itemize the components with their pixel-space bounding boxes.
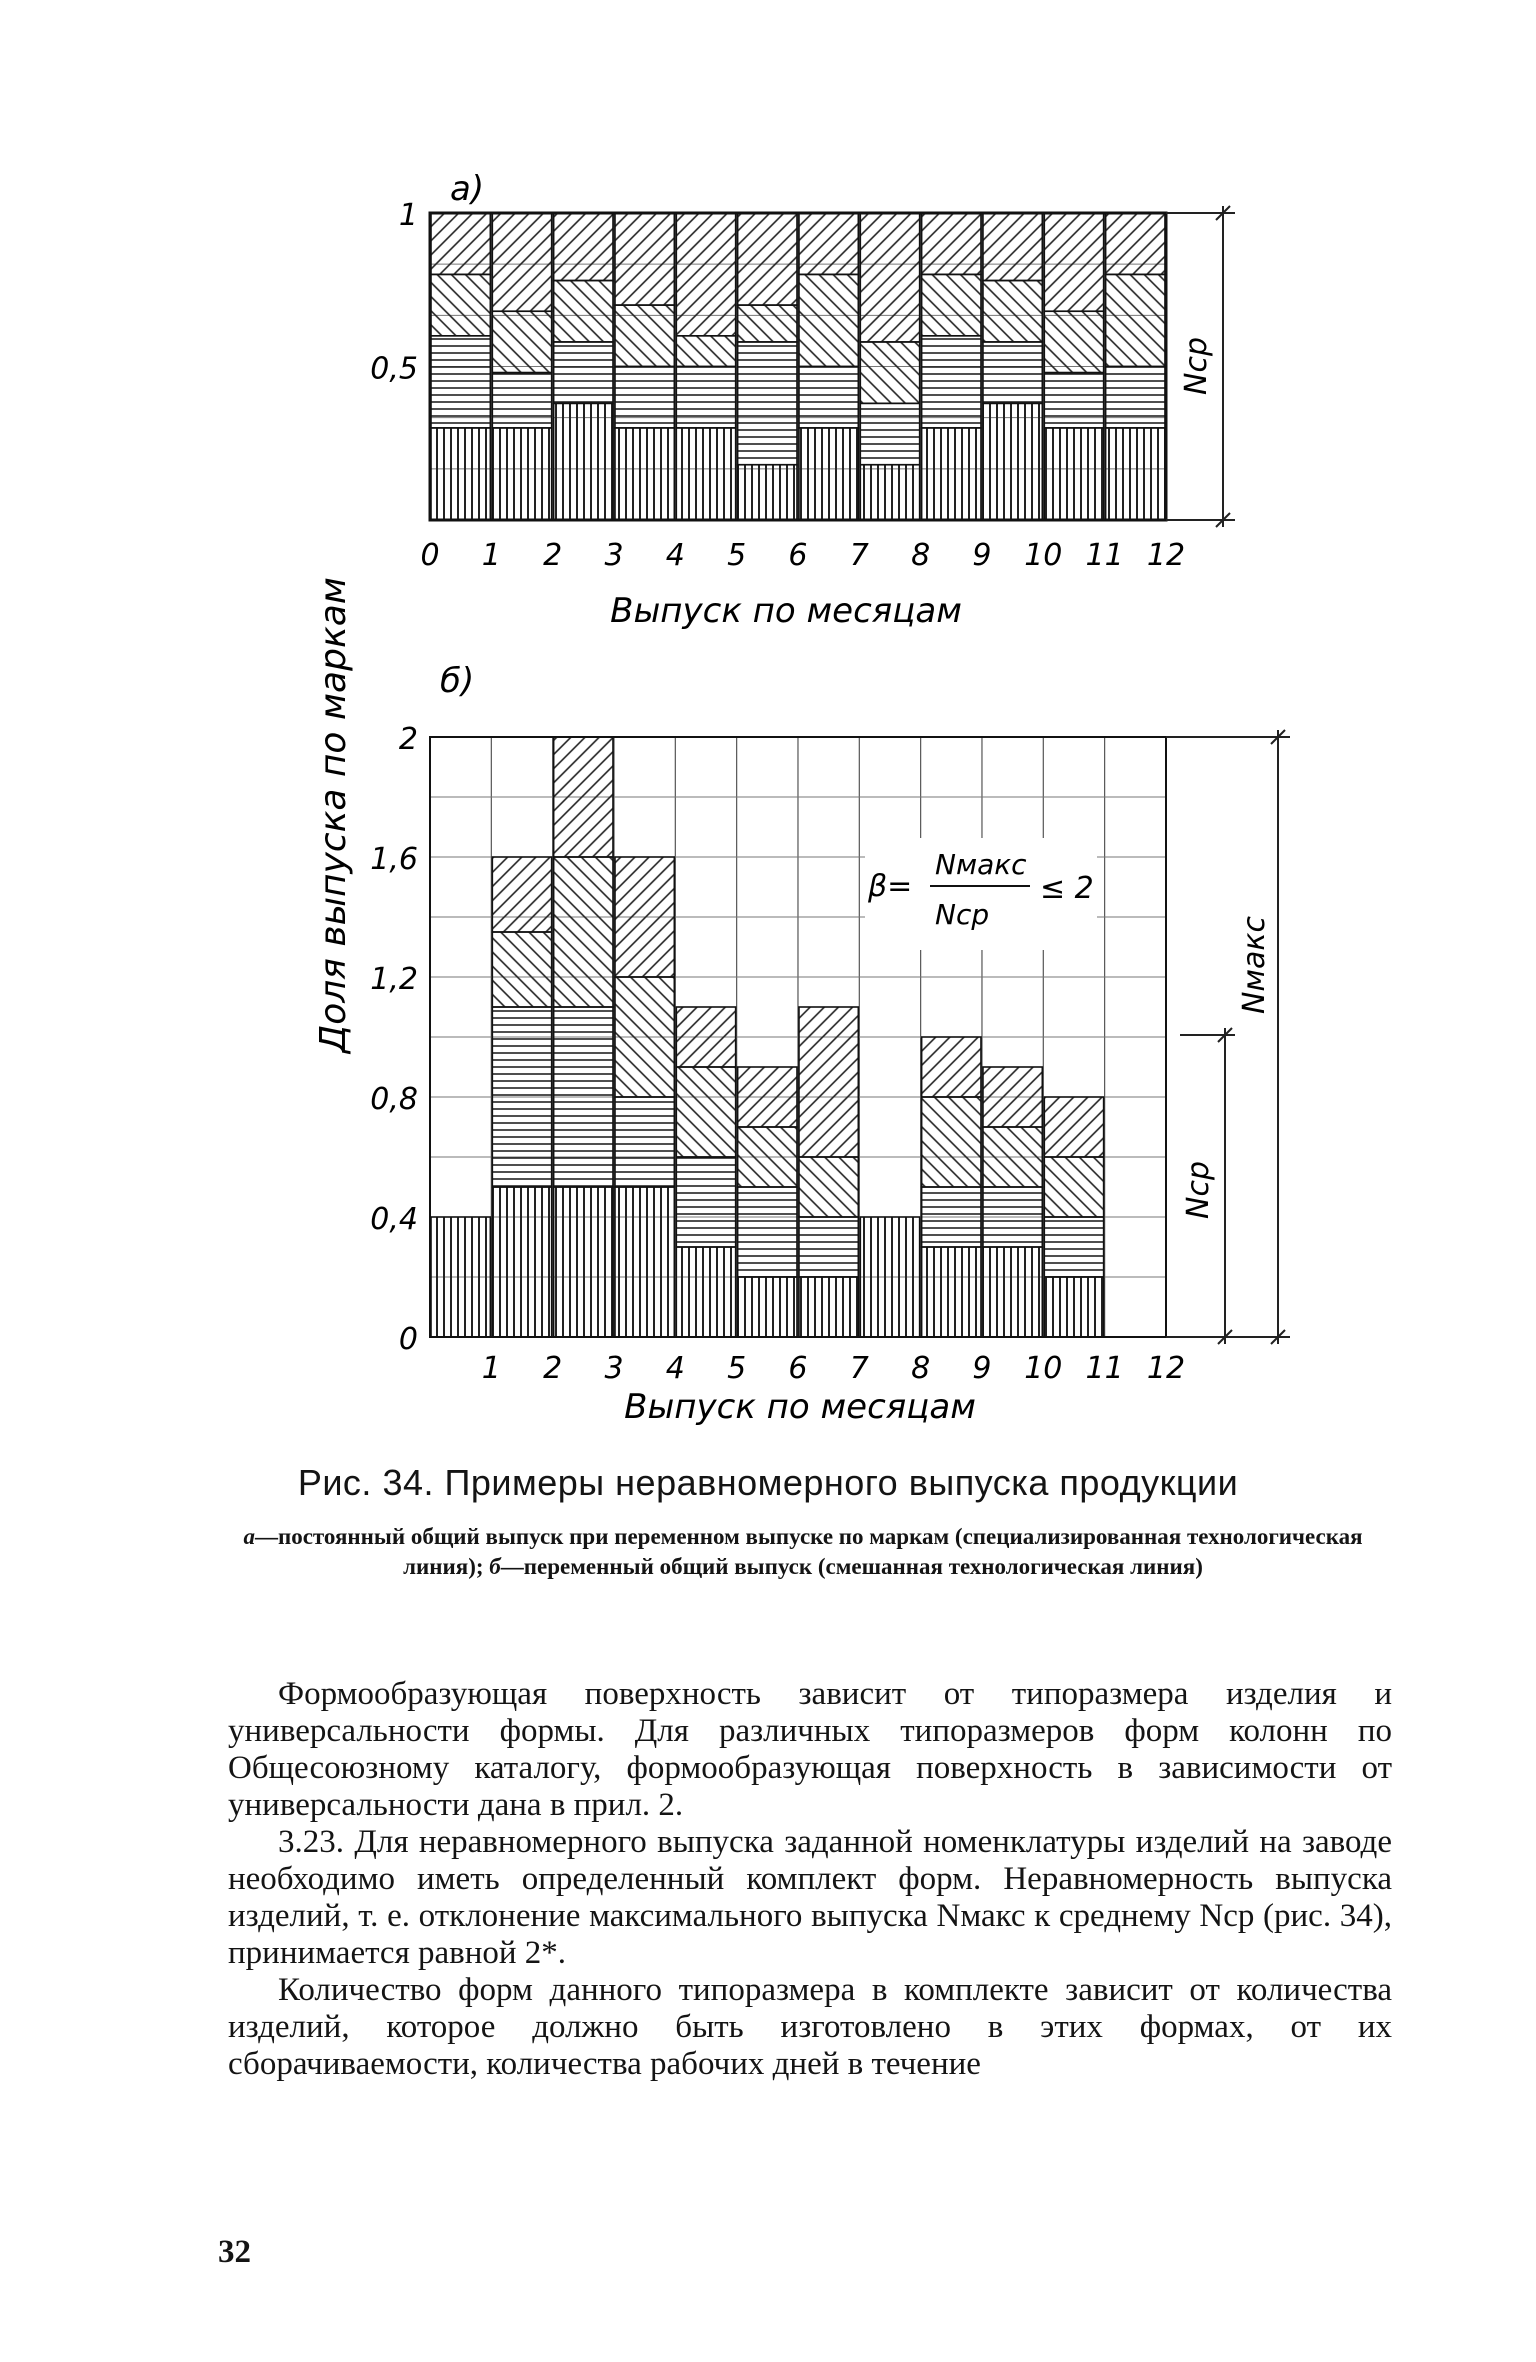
- bar-segment-b-month-10-series-4: [983, 1067, 1042, 1127]
- x-tick-label: 11: [1085, 1351, 1124, 1386]
- bar-segment-b-month-10-series-1: [983, 1247, 1042, 1337]
- bar-segment-b-month-2-series-3: [492, 932, 551, 1007]
- x-tick-label: 7: [849, 1351, 869, 1386]
- y-axis-label: Доля выпуска по маркам: [313, 577, 354, 1053]
- bar-segment-b-month-11-series-4: [1044, 1097, 1103, 1157]
- bar-segment-b-month-9-series-4: [922, 1037, 981, 1097]
- bar-segment-a-month-9-series-1: [922, 428, 981, 520]
- paragraph-3: Количество форм данного типоразмера в комплекте зависит от количества изделий, которое должно быть изготовлено в этих формах, от их сборачиваемости, количества рабочих дней в течение: [228, 1972, 1392, 2082]
- y-tick-label: 1,2: [370, 962, 418, 997]
- bar-segment-b-month-9-series-2: [922, 1187, 981, 1247]
- bar-segment-a-month-1-series-1: [431, 428, 490, 520]
- bar-segment-a-month-6-series-1: [738, 465, 797, 520]
- x-tick-label: 6: [788, 1351, 808, 1386]
- x-tick-label: 12: [1146, 1351, 1186, 1386]
- bar-segment-b-month-8-series-1: [860, 1217, 919, 1337]
- bar-segment-b-month-3-series-4: [554, 737, 613, 857]
- bar-segment-a-month-7-series-4: [799, 213, 858, 274]
- bar-segment-a-month-11-series-2: [1044, 373, 1103, 428]
- bar-segment-b-month-7-series-1: [799, 1277, 858, 1337]
- bar-segment-a-month-4-series-3: [615, 305, 674, 366]
- bar-segment-a-month-6-series-2: [738, 342, 797, 465]
- bar-segment-b-month-2-series-4: [492, 857, 551, 932]
- caption-label-b: б: [489, 1554, 501, 1579]
- svg-text:≤ 2: ≤ 2: [1040, 871, 1094, 906]
- x-tick-label: 5: [727, 538, 747, 573]
- x-tick-label: 5: [727, 1351, 747, 1386]
- bar-segment-b-month-11-series-1: [1044, 1277, 1103, 1337]
- chart-a: [370, 169, 1235, 631]
- chart-b-panel-label: б): [440, 661, 475, 701]
- bar-segment-b-month-1-series-1: [431, 1217, 490, 1337]
- caption-desc-b: —переменный общий выпуск (смешанная технологическая линия): [500, 1554, 1203, 1579]
- x-tick-label: 0: [420, 538, 440, 573]
- bar-segment-a-month-11-series-3: [1044, 311, 1103, 372]
- bar-segment-a-month-3-series-1: [554, 403, 613, 520]
- bar-segment-b-month-3-series-3: [554, 857, 613, 1007]
- bar-segment-a-month-5-series-4: [676, 213, 735, 336]
- bar-segment-a-month-10-series-3: [983, 281, 1042, 342]
- caption-desc-a: —постоянный общий выпуск при переменном выпуске по маркам (специализированная технологическая линия);: [254, 1524, 1363, 1579]
- bar-segment-a-month-7-series-1: [799, 428, 858, 520]
- bar-segment-a-month-5-series-3: [676, 336, 735, 367]
- y-tick-label: 0: [398, 1322, 418, 1357]
- bar-segment-b-month-4-series-1: [615, 1187, 674, 1337]
- chart-a-panel-label: a): [450, 169, 485, 209]
- bar-segment-a-month-7-series-2: [799, 367, 858, 428]
- bar-segment-a-month-9-series-4: [922, 213, 981, 274]
- bar-segment-a-month-8-series-1: [860, 465, 919, 520]
- x-tick-label: 9: [972, 538, 992, 573]
- bar-segment-b-month-3-series-1: [554, 1187, 613, 1337]
- bar-segment-a-month-3-series-4: [554, 213, 613, 281]
- chart-a-xlabel: Выпуск по месяцам: [610, 591, 962, 631]
- y-tick-label: 1: [398, 198, 418, 233]
- bar-segment-b-month-5-series-4: [676, 1007, 735, 1067]
- bar-segment-b-month-11-series-3: [1044, 1157, 1103, 1217]
- bar-segment-b-month-2-series-1: [492, 1187, 551, 1337]
- bar-segment-a-month-12-series-2: [1106, 367, 1165, 428]
- body-text: [228, 1676, 1392, 2083]
- y-tick-label: 1,6: [370, 842, 418, 877]
- bar-segment-a-month-9-series-2: [922, 336, 981, 428]
- bar-segment-a-month-2-series-2: [492, 373, 551, 428]
- bar-segment-a-month-4-series-1: [615, 428, 674, 520]
- bar-segment-b-month-7-series-3: [799, 1157, 858, 1217]
- figure-caption-description: [228, 1522, 1378, 1582]
- bar-segment-a-month-2-series-3: [492, 311, 551, 372]
- bar-segment-b-month-5-series-3: [676, 1067, 735, 1157]
- bar-segment-b-month-5-series-1: [676, 1247, 735, 1337]
- bar-segment-b-month-3-series-2: [554, 1007, 613, 1187]
- bar-segment-a-month-6-series-4: [738, 213, 797, 305]
- y-tick-label: 0,8: [370, 1082, 418, 1117]
- bar-segment-a-month-11-series-1: [1044, 428, 1103, 520]
- bar-segment-b-month-4-series-3: [615, 977, 674, 1097]
- chart-b-brackets: [1166, 730, 1290, 1344]
- x-tick-label: 1: [481, 538, 501, 573]
- bar-segment-b-month-2-series-2: [492, 1007, 551, 1187]
- bar-segment-a-month-5-series-2: [676, 367, 735, 428]
- y-tick-label: 0,4: [370, 1202, 418, 1237]
- x-tick-label: 8: [911, 1351, 931, 1386]
- bar-segment-a-month-1-series-2: [431, 336, 490, 428]
- x-tick-label: 4: [665, 1351, 685, 1386]
- y-tick-label: 0,5: [370, 351, 418, 387]
- bar-segment-b-month-9-series-1: [922, 1247, 981, 1337]
- x-tick-label: 4: [665, 538, 685, 573]
- figure-caption-title: Рис. 34. Примеры неравномерного выпуска продукции: [297, 1462, 1239, 1503]
- svg-text:Nмакс: Nмакс: [935, 848, 1027, 881]
- bar-segment-a-month-5-series-1: [676, 428, 735, 520]
- bar-segment-b-month-10-series-3: [983, 1127, 1042, 1187]
- bar-segment-a-month-3-series-2: [554, 342, 613, 403]
- bar-segment-b-month-5-series-2: [676, 1157, 735, 1247]
- x-tick-label: 7: [849, 538, 869, 573]
- x-tick-label: 10: [1024, 1351, 1063, 1386]
- x-tick-label: 1: [481, 1351, 501, 1386]
- x-tick-label: 11: [1085, 538, 1124, 573]
- bar-segment-a-month-4-series-2: [615, 367, 674, 428]
- bar-segment-b-month-7-series-2: [799, 1217, 858, 1277]
- bar-segment-a-month-8-series-2: [860, 403, 919, 464]
- bar-segment-a-month-6-series-3: [738, 305, 797, 342]
- bar-segment-a-month-8-series-4: [860, 213, 919, 342]
- bar-segment-a-month-10-series-4: [983, 213, 1042, 281]
- chart-a-ncp-label: Nср: [1179, 337, 1214, 395]
- svg-text:β=: β=: [868, 869, 913, 904]
- x-tick-label: 8: [911, 538, 931, 573]
- bar-segment-a-month-12-series-3: [1106, 274, 1165, 366]
- bar-segment-b-month-6-series-2: [738, 1187, 797, 1277]
- chart-b-ncp-label: Nср: [1181, 1161, 1216, 1219]
- bar-segment-b-month-7-series-4: [799, 1007, 858, 1157]
- bar-segment-b-month-6-series-4: [738, 1067, 797, 1127]
- bar-segment-a-month-4-series-4: [615, 213, 674, 305]
- x-tick-label: 12: [1146, 538, 1186, 573]
- bar-segment-b-month-6-series-1: [738, 1277, 797, 1337]
- bar-segment-a-month-10-series-1: [983, 403, 1042, 520]
- bar-segment-a-month-7-series-3: [799, 274, 858, 366]
- bar-segment-a-month-11-series-4: [1044, 213, 1103, 311]
- bar-segment-b-month-9-series-3: [922, 1097, 981, 1187]
- paragraph-1: Формообразующая поверхность зависит от типоразмера изделия и универсальности формы. Для различных типоразмеров форм колонн по Общесоюзному каталогу, формообразующая поверхность в зависимости от универсальности дана в прил. 2.: [228, 1676, 1392, 1823]
- x-tick-label: 10: [1024, 538, 1063, 573]
- svg-text:Nср: Nср: [935, 898, 990, 931]
- bar-segment-a-month-12-series-1: [1106, 428, 1165, 520]
- x-tick-label: 3: [604, 538, 624, 573]
- paragraph-2: 3.23. Для неравномерного выпуска заданной номенклатуры изделий на заводе необходимо иметь определенный комплект форм. Неравномерность выпуска изделий, т. е. отклонение максимального выпуска Nмакс к среднему Nср (рис. 34), принимается равной 2*.: [228, 1824, 1392, 1971]
- bar-segment-b-month-4-series-2: [615, 1097, 674, 1187]
- bar-segment-a-month-2-series-4: [492, 213, 551, 311]
- chart-b: [370, 661, 1290, 1427]
- bar-segment-b-month-10-series-2: [983, 1187, 1042, 1247]
- x-tick-label: 2: [543, 1351, 563, 1386]
- bar-segment-a-month-2-series-1: [492, 428, 551, 520]
- bar-segment-b-month-6-series-3: [738, 1127, 797, 1187]
- x-tick-label: 6: [788, 538, 808, 573]
- bar-segment-a-month-3-series-3: [554, 281, 613, 342]
- bar-segment-a-month-12-series-4: [1106, 213, 1165, 274]
- chart-b-formula: [865, 838, 1097, 950]
- chart-b-xlabel: Выпуск по месяцам: [624, 1387, 976, 1427]
- bar-segment-a-month-10-series-2: [983, 342, 1042, 403]
- x-tick-label: 2: [543, 538, 563, 573]
- caption-label-a: а: [243, 1524, 255, 1549]
- bar-segment-b-month-11-series-2: [1044, 1217, 1103, 1277]
- x-tick-label: 3: [604, 1351, 624, 1386]
- y-tick-label: 2: [398, 722, 418, 757]
- page-number: 32: [218, 2234, 251, 2270]
- bar-segment-a-month-1-series-4: [431, 213, 490, 274]
- bar-segment-b-month-4-series-4: [615, 857, 674, 977]
- chart-b-nmax-label: Nмакс: [1237, 915, 1272, 1015]
- bar-segment-a-month-8-series-3: [860, 342, 919, 403]
- x-tick-label: 9: [972, 1351, 992, 1386]
- bar-segment-a-month-1-series-3: [431, 274, 490, 335]
- bar-segment-a-month-9-series-3: [922, 274, 981, 335]
